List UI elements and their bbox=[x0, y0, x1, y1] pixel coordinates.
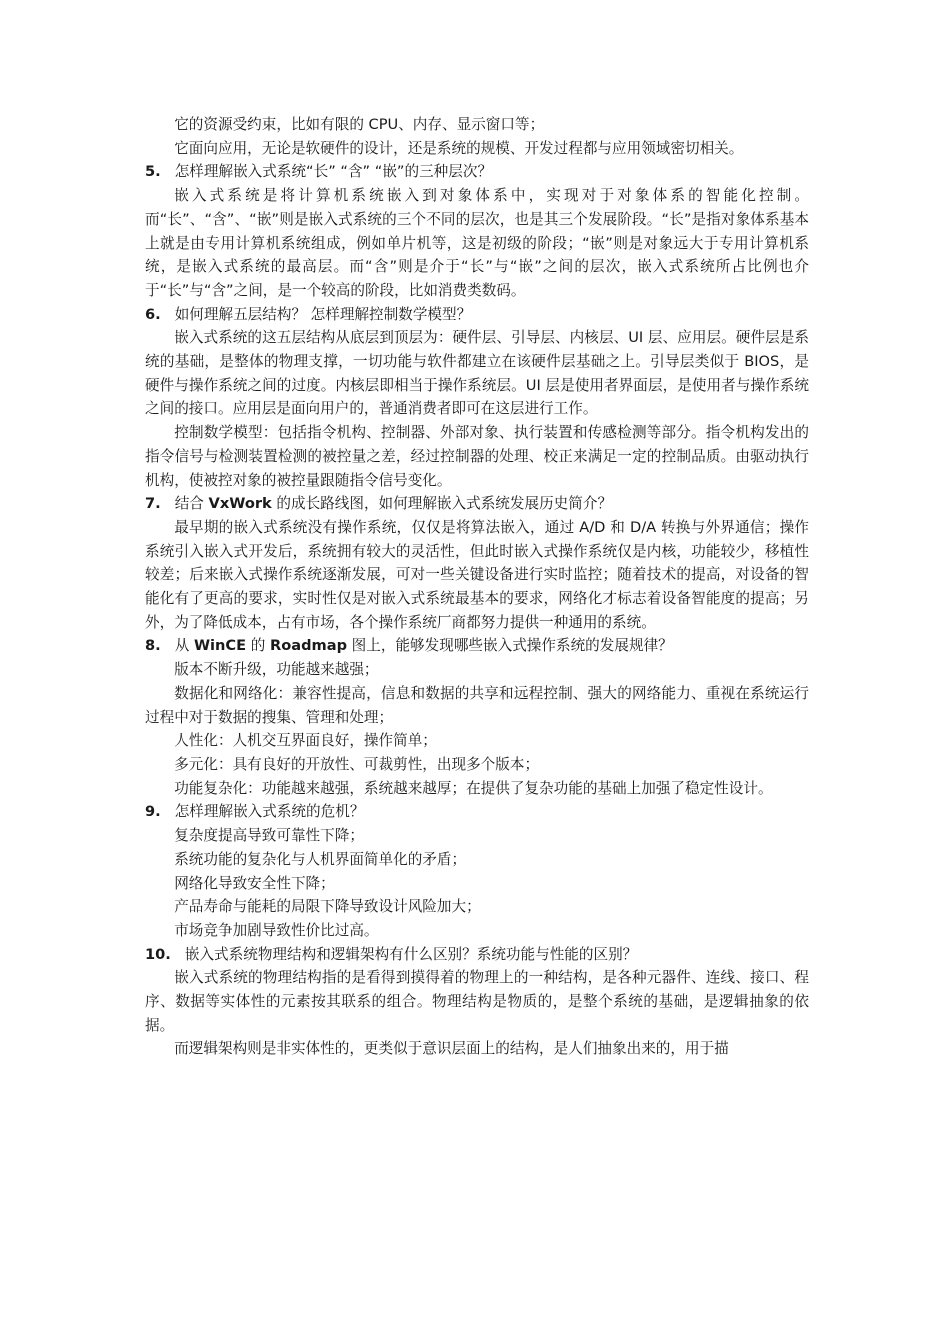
question-heading bbox=[145, 800, 809, 824]
paragraph: 嵌入式系统的这五层结构从底层到顶层为：硬件层、引导层、内核层、UI 层、应用层。硬件层是系统的基础，是整体的物理支撑，一切功能与软件都建立在该硬件层基础之上。引导层类似于 BIOS，是硬件与操作系统之间的过度。内核层即相当于操作系统层。UI 层是使用者界面层，是使用者与操作系统之间的接口。应用层是面向用户的，普通消费者即可在这层进行工作。 bbox=[145, 329, 809, 418]
question-heading bbox=[145, 160, 809, 184]
question-keyword: VxWork bbox=[208, 495, 272, 513]
paragraph: 而逻辑架构则是非实体性的，更类似于意识层面上的结构，是人们抽象出来的，用于描 bbox=[174, 1040, 729, 1058]
paragraph: 产品寿命与能耗的局限下降导致设计风险加大； bbox=[174, 898, 481, 916]
question-text: 怎样理解嵌入式系统的危机？ bbox=[174, 803, 365, 821]
question-heading bbox=[145, 943, 809, 967]
paragraph: 控制数学模型：包括指令机构、控制器、外部对象、执行装置和传感检测等部分。指令机构发出的指令信号与检测装置检测的被控量之差，经过控制器的处理、校正来满足一定的控制品质。由驱动执行机构，使被控对象的被控量跟随指令信号变化。 bbox=[145, 424, 809, 489]
paragraph: 最早期的嵌入式系统没有操作系统，仅仅是将算法嵌入，通过 A/D 和 D/A 转换与外界通信；操作系统引入嵌入式开发后，系统拥有较大的灵活性，但此时嵌入式操作系统仅是内核，功能较少，移植性较差；后来嵌入式操作系统逐渐发展，可对一些关键设备进行实时监控；随着技术的提高，对设备的智能化有了更高的要求，实时性仅是对嵌入式系统最基本的要求，网络化才标志着设备智能度的提高；另外，为了降低成本，占有市场，各个操作系统厂商都努力提供一种通用的系统。 bbox=[145, 518, 809, 631]
paragraph: 它的资源受约束，比如有限的 CPU、内存、显示窗口等； bbox=[174, 116, 545, 133]
question-number: 10. bbox=[145, 945, 171, 963]
paragraph: 网络化导致安全性下降； bbox=[174, 874, 335, 892]
question-text-c: 的 bbox=[246, 637, 270, 655]
paragraph: 人性化：人机交互界面良好，操作简单； bbox=[174, 732, 437, 750]
question-text: 嵌入式系统物理结构和逻辑架构有什么区别？系统功能与性能的区别？ bbox=[184, 945, 638, 963]
paragraph: 嵌入式系统是将计算机系统嵌入到对象体系中，实现对于对象体系的智能化控制。而“长”、“含”、“嵌”则是嵌入式系统的三个不同的层次，也是其三个发展阶段。“长”是指对象体系基本上就是由专用计算机系统组成，例如单片机等，这是初级的阶段；“嵌”则是对象远大于专用计算机系统，是嵌入式系统的最高层。而“含”则是介于“长”与“嵌”之间的层次，嵌入式系统所占比例也介于“长”与“含”之间，是一个较高的阶段，比如消费类数码。 bbox=[145, 187, 809, 299]
paragraph: 版本不断升级，功能越来越强； bbox=[174, 661, 379, 679]
question-keyword: WinCE bbox=[193, 637, 247, 655]
question-number: 5. bbox=[145, 163, 161, 181]
question-number: 9. bbox=[145, 803, 161, 821]
question-number: 7. bbox=[145, 495, 161, 513]
paragraph: 市场竞争加剧导致性价比过高。 bbox=[174, 921, 379, 939]
question-text-post: 的成长路线图，如何理解嵌入式系统发展历史简介？ bbox=[271, 495, 613, 513]
question-number: 6. bbox=[145, 305, 161, 323]
question-keyword: Roadmap bbox=[269, 637, 348, 655]
paragraph: 功能复杂化：功能越来越强，系统越来越厚；在提供了复杂功能的基础上加强了稳定性设计。 bbox=[174, 779, 773, 797]
question-text: 怎样理解嵌入式系统“长” “含” “嵌”的三种层次？ bbox=[174, 163, 493, 181]
question-heading bbox=[145, 303, 809, 327]
question-heading bbox=[145, 634, 809, 658]
question-text-a: 从 bbox=[174, 637, 194, 655]
question-text: 如何理解五层结构？ 怎样理解控制数学模型？ bbox=[174, 305, 472, 323]
question-number: 8. bbox=[145, 637, 161, 655]
paragraph: 复杂度提高导致可靠性下降； bbox=[174, 827, 364, 845]
document-page bbox=[145, 113, 809, 1061]
paragraph: 多元化：具有良好的开放性、可裁剪性，出现多个版本； bbox=[174, 755, 540, 773]
paragraph: 数据化和网络化：兼容性提高，信息和数据的共享和远程控制、强大的网络能力、重视在系统运行过程中对于数据的搜集、管理和处理； bbox=[145, 684, 809, 726]
paragraph: 系统功能的复杂化与人机界面简单化的矛盾； bbox=[174, 850, 467, 868]
paragraph: 嵌入式系统的物理结构指的是看得到摸得着的物理上的一种结构，是各种元器件、连线、接口、程序、数据等实体性的元素按其联系的组合。物理结构是物质的，是整个系统的基础，是逻辑抽象的依据。 bbox=[145, 969, 809, 1034]
question-heading bbox=[145, 492, 809, 516]
paragraph: 它面向应用，无论是软硬件的设计，还是系统的规模、开发过程都与应用领域密切相关。 bbox=[174, 139, 744, 157]
question-text-pre: 结合 bbox=[174, 495, 209, 513]
question-text-d: 图上，能够发现哪些嵌入式操作系统的发展规律？ bbox=[347, 637, 673, 655]
